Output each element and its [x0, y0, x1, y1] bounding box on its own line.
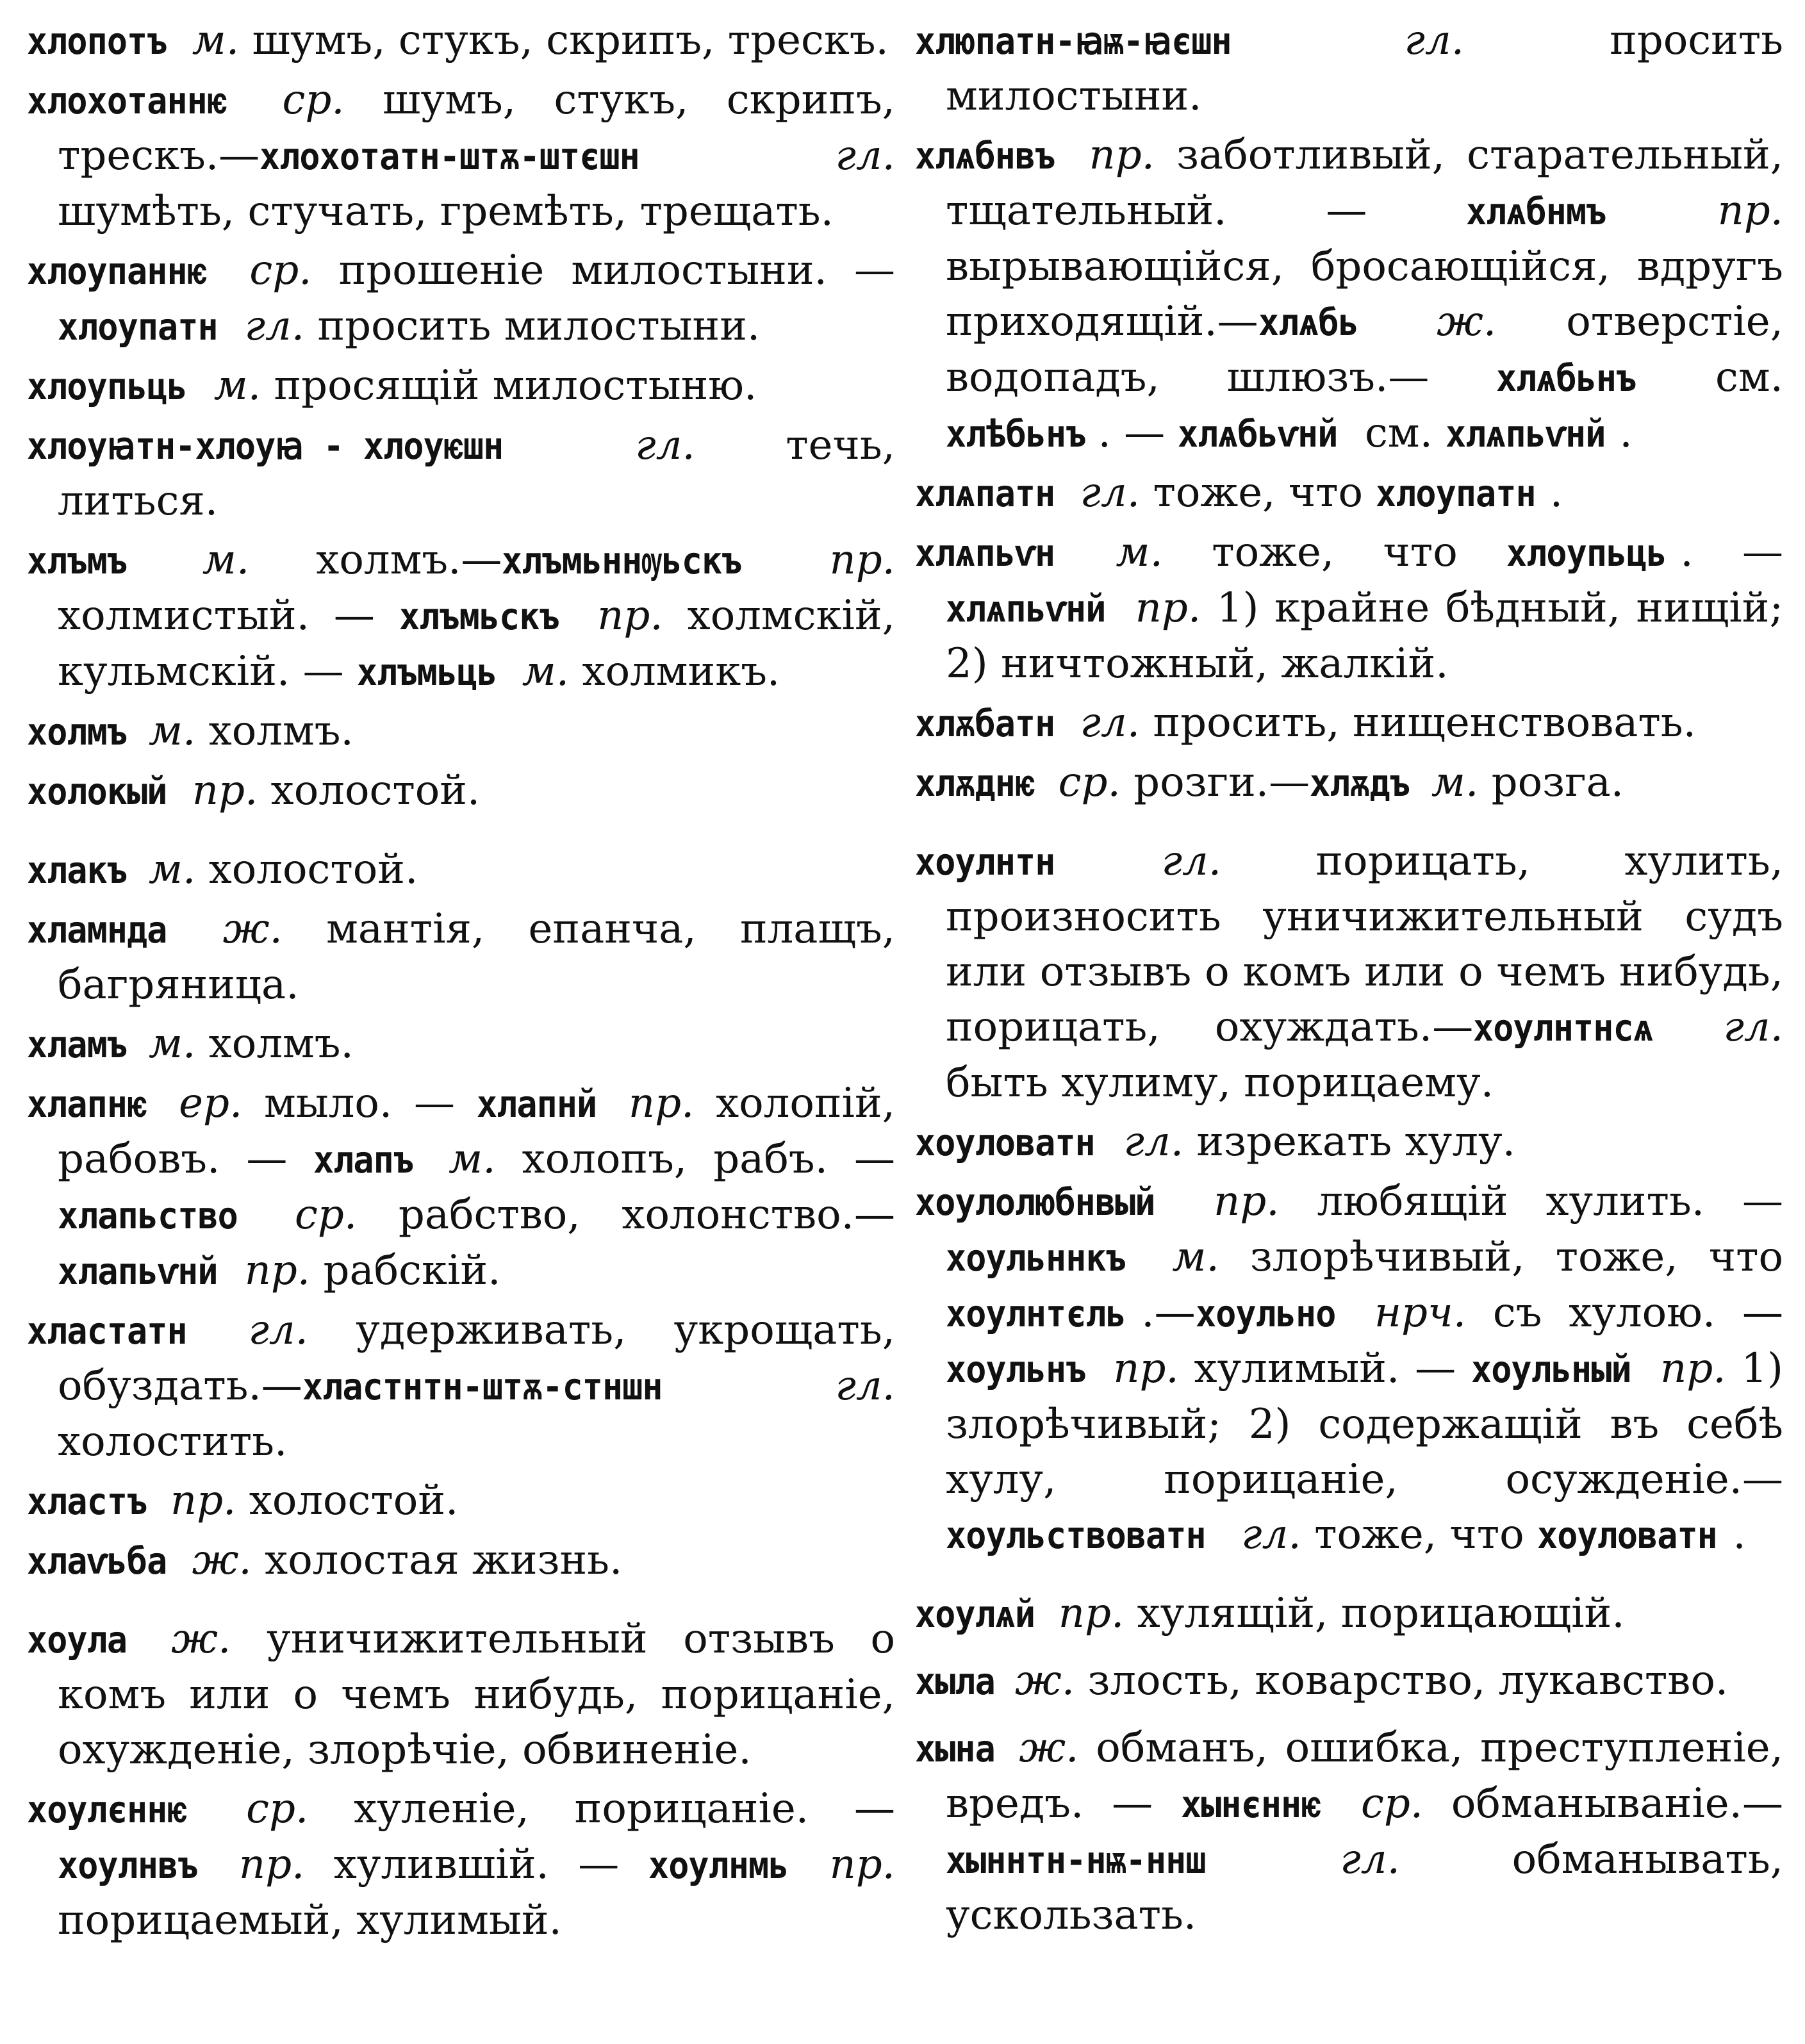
definition-text: тоже, что — [1162, 529, 1507, 576]
definition-text: обманъ, ошибка, преступленіе, вредъ. — — [946, 1724, 1784, 1827]
headword: хоульннкъ — [946, 1236, 1126, 1280]
headword: хлоуꙗтн-хлоуꙗ - хлоуѥшн — [27, 424, 504, 468]
definition-text: холмикъ. — [569, 648, 780, 695]
dictionary-entry — [915, 695, 1783, 751]
dictionary-entry — [27, 243, 895, 354]
headword: хлоупаннѥ — [27, 249, 207, 293]
grammar-label: ср. — [249, 247, 312, 294]
definition-text: . — — [1098, 409, 1178, 457]
headword: хыла — [915, 1660, 995, 1703]
headword: хоулнтн — [915, 840, 1055, 884]
grammar-label: пр. — [829, 536, 896, 584]
grammar-label: пр. — [1113, 1345, 1179, 1392]
grammar-label: пр. — [829, 1841, 896, 1888]
headword: хлохотаннѥ — [27, 79, 227, 122]
grammar-label: ж. — [192, 1537, 252, 1584]
grammar-label: м. — [1431, 759, 1479, 806]
definition-text: удерживать, укрощать, обуздать.— — [58, 1306, 896, 1410]
dictionary-entry — [915, 834, 1783, 1110]
headword: хлъмъ — [27, 539, 128, 582]
grammar-label: м. — [1116, 529, 1163, 576]
grammar-label: пр. — [170, 1477, 236, 1524]
grammar-label: ср. — [246, 1785, 309, 1833]
grammar-label: ж. — [222, 905, 283, 953]
definition-text: порицаемый, хулимый. — [58, 1897, 562, 1944]
definition-text: просить милостыни. — [304, 302, 761, 350]
grammar-label: пр. — [238, 1841, 305, 1888]
definition-text: холостить. — [58, 1418, 288, 1465]
headword: хлапьство — [58, 1194, 238, 1237]
grammar-label: пр. — [1058, 1590, 1125, 1637]
definition-text: холостой. — [258, 767, 481, 814]
grammar-label: ж. — [1437, 298, 1497, 345]
headword: хлопотъ — [27, 19, 167, 63]
definition-text: порицать, хулить, произносить уничижительный судъ или отзывъ о комъ или о чемъ нибудь, порицать, охуждать.— — [946, 837, 1783, 1051]
grammar-label: пр. — [628, 1080, 695, 1127]
headword: хлапъ — [313, 1138, 414, 1182]
dictionary-entry — [27, 358, 895, 414]
headword: хлоупьць — [27, 365, 187, 408]
definition-text: злость, коварство, лукавство. — [1075, 1657, 1729, 1704]
grammar-label: гл. — [248, 1306, 308, 1354]
headword: хлоупьць — [1506, 531, 1667, 575]
headword: хоульнъ — [946, 1348, 1086, 1391]
headword: хластнтн-штѫ-стншн — [302, 1365, 663, 1408]
grammar-label: пр. — [244, 1247, 311, 1294]
grammar-label: м. — [202, 536, 250, 584]
grammar-label: ж. — [1019, 1724, 1079, 1772]
definition-text: тоже, что — [1301, 1511, 1538, 1558]
dictionary-entry — [27, 842, 895, 898]
dictionary-entry — [27, 418, 895, 529]
grammar-label: гл. — [635, 422, 695, 469]
headword: хлѧбьнъ — [1496, 356, 1636, 400]
definition-text: шумъ, стукъ, скрипъ, трескъ. — [239, 17, 889, 64]
definition-text: хуленіе, порицаніе. — — [308, 1785, 895, 1833]
dictionary-entry — [27, 1781, 895, 1948]
dictionary-entry — [27, 763, 895, 819]
headword: хлѧбнмъ — [1466, 190, 1606, 233]
definition-text: быть хулиму, порицаему. — [946, 1059, 1494, 1107]
headword: хлакъ — [27, 848, 128, 892]
grammar-label: ер. — [179, 1080, 243, 1127]
headword: хлапьѵнй — [58, 1249, 218, 1293]
headword: хоульно — [1195, 1292, 1336, 1335]
definition-text: уничижительный отзывъ о комъ или о чемъ нибудь, порицаніе, охужденіе, злорѣчіе, обвиненіе. — [58, 1615, 896, 1774]
dictionary-entry — [27, 1611, 895, 1777]
dictionary-entry — [27, 1533, 895, 1588]
grammar-label: ср. — [1058, 759, 1121, 806]
definition-text: холмъ. — [195, 1020, 354, 1067]
definition-text: холмъ. — [195, 707, 354, 755]
definition-text: шумѣть, стучать, гремѣть, трещать. — [58, 188, 834, 235]
dictionary-entry — [27, 704, 895, 759]
grammar-label: пр. — [192, 767, 258, 814]
definition-text: .— — [1141, 1289, 1196, 1337]
grammar-label: пр. — [1089, 131, 1155, 179]
grammar-label: ж. — [1015, 1657, 1075, 1704]
headword: хластатн — [27, 1309, 187, 1353]
right-column — [915, 13, 1783, 1947]
headword: хлѧбнвъ — [915, 134, 1055, 177]
grammar-label: гл. — [1241, 1511, 1301, 1558]
definition-text: хулимый. — — [1178, 1345, 1471, 1392]
headword: хлъмьць — [356, 650, 497, 694]
headword: хлѫднѥ — [915, 761, 1035, 805]
headword: хоульствоватн — [946, 1513, 1206, 1557]
definition-text: заботливый, старательный, тщательный. — — [946, 131, 1783, 235]
grammar-label: нрч. — [1374, 1289, 1467, 1337]
dictionary-entry — [915, 1114, 1783, 1170]
headword: хоула — [27, 1618, 128, 1661]
grammar-label: гл. — [1404, 17, 1465, 64]
dictionary-entry — [27, 13, 895, 69]
grammar-label: ср. — [295, 1191, 358, 1239]
headword: хлохотатн-штѫ-штєшн — [260, 135, 639, 178]
definition-text: холмъ.— — [249, 536, 502, 584]
headword: хлѫбатн — [915, 702, 1055, 745]
headword: хламъ — [27, 1023, 128, 1066]
dictionary-entry — [915, 1586, 1783, 1642]
headword: хлъмьннѹьскъ — [502, 539, 742, 582]
dictionary-entry — [915, 13, 1783, 124]
grammar-label: пр. — [1214, 1178, 1280, 1225]
dictionary-entry — [915, 465, 1783, 521]
headword: хлапнѥ — [27, 1082, 147, 1126]
definition-text: см. — [1351, 409, 1446, 457]
definition-text: . — [1619, 409, 1633, 457]
definition-text: холмскій, кульмскій. — — [58, 592, 896, 695]
definition-text: вырывающійся, бросающійся, вдругъ приходящій.— — [946, 243, 1783, 345]
headword: хлюпатн-ꙗѭ-ꙗєшн — [915, 19, 1232, 63]
grammar-label: м. — [148, 1020, 196, 1067]
definition-text: рабскій. — [310, 1247, 501, 1294]
definition-text: течь, литься. — [58, 422, 896, 525]
dictionary-entry — [915, 525, 1783, 691]
dictionary-entry — [915, 1653, 1783, 1709]
definition-text: розги.— — [1120, 759, 1310, 806]
definition-text: просящій милостыню. — [261, 362, 757, 409]
dictionary-entry — [915, 128, 1783, 461]
definition-text: обманывать, ускользать. — [946, 1836, 1783, 1939]
grammar-label: гл. — [1080, 469, 1141, 516]
headword: хлѧбьѵнй — [1178, 412, 1338, 456]
definition-text: мантія, епанча, плащъ, багряница. — [58, 905, 896, 1009]
headword: хлъмьскъ — [399, 595, 559, 638]
headword: хоулѧй — [915, 1592, 1035, 1636]
definition-text: розга. — [1478, 759, 1624, 806]
definition-text: . — — [1680, 529, 1784, 576]
definition-text: 1) злорѣчивый; 2) содержащій въ себѣ хулу, порицаніе, осужденіе.— — [946, 1345, 1784, 1503]
grammar-label: гл. — [1340, 1836, 1400, 1883]
headword: хлѧпьѵнй — [1446, 412, 1606, 456]
definition-text: 1) крайне бѣдный, нищій; 2) ничтожный, жалкій. — [946, 584, 1784, 688]
grammar-label: м. — [148, 846, 196, 893]
dictionary-entry — [27, 902, 895, 1012]
grammar-label: м. — [449, 1135, 496, 1183]
dictionary-entry — [27, 1016, 895, 1072]
definition-text: просить милостыни. — [946, 17, 1784, 120]
definition-text: холостой. — [236, 1477, 459, 1524]
dictionary-entry — [915, 755, 1783, 811]
definition-text: см. — [1648, 354, 1784, 401]
headword: хыннтн-нѭ-ннш — [946, 1838, 1206, 1882]
headword: холокый — [27, 770, 167, 813]
dictionary-entry — [27, 1473, 895, 1529]
headword: хлаѵьба — [27, 1539, 167, 1583]
headword: хлѫдъ — [1310, 761, 1410, 805]
grammar-label: гл. — [244, 302, 305, 350]
definition-text: . — [1549, 469, 1563, 516]
headword: хоулнтєль — [946, 1292, 1126, 1335]
dictionary-entry — [27, 1303, 895, 1469]
grammar-label: м. — [1172, 1233, 1219, 1281]
grammar-label: ж. — [171, 1615, 231, 1663]
headword: хоуловатн — [915, 1121, 1095, 1164]
definition-text: шумъ, стукъ, скрипъ, трескъ.— — [58, 76, 896, 179]
grammar-label: пр. — [597, 592, 663, 639]
grammar-label: м. — [148, 707, 196, 755]
definition-text: злорѣчивый, тоже, что — [1219, 1233, 1783, 1281]
grammar-label: пр. — [1717, 187, 1784, 235]
grammar-label: гл. — [1161, 837, 1222, 885]
headword: хлѧпатн — [915, 472, 1055, 515]
definition-text: рабство, холонство.— — [357, 1191, 896, 1239]
grammar-label: м. — [522, 648, 570, 695]
headword: хлоупатн — [58, 305, 218, 349]
dictionary-entry — [915, 1720, 1783, 1943]
definition-text: холопій, рабовъ. — — [58, 1080, 896, 1183]
grammar-label: гл. — [1080, 699, 1141, 746]
definition-text: любящій хулить. — — [1279, 1178, 1783, 1225]
definition-text: изрекать хулу. — [1183, 1118, 1515, 1166]
grammar-label: ср. — [1360, 1780, 1424, 1827]
headword: хоулнмь — [648, 1843, 789, 1887]
definition-text: холостая жизнь. — [251, 1537, 623, 1584]
grammar-label: пр. — [1660, 1345, 1726, 1392]
definition-text: . — [1733, 1511, 1746, 1558]
dictionary-entry — [915, 1174, 1783, 1563]
headword: хлапнй — [476, 1082, 597, 1126]
grammar-label: ср. — [282, 76, 345, 124]
definition-text: обманываніе.— — [1423, 1780, 1784, 1827]
headword: хлѣбьнъ — [946, 412, 1086, 456]
definition-text: просить, нищенствовать. — [1140, 699, 1696, 746]
headword: хламнда — [27, 908, 167, 952]
definition-text: съ хулою. — — [1466, 1289, 1784, 1337]
definition-text: прошеніе милостыни. — — [311, 247, 896, 294]
grammar-label: гл. — [1723, 1003, 1784, 1051]
headword: хына — [915, 1727, 995, 1770]
definition-text: холостой. — [195, 846, 418, 893]
grammar-label: м. — [213, 362, 261, 409]
left-column — [27, 13, 895, 1952]
headword: холмъ — [27, 710, 128, 754]
grammar-label: пр. — [1135, 584, 1201, 632]
headword: хоулнвъ — [58, 1843, 198, 1887]
definition-text: хулившій. — — [304, 1841, 648, 1888]
definition-text: отверстіе, водопадъ, шлюзъ.— — [946, 298, 1784, 401]
grammar-label: гл. — [1123, 1118, 1184, 1166]
definition-text: мыло. — — [242, 1080, 477, 1127]
dictionary-entry — [27, 1076, 895, 1299]
headword: хлѧпьѵн — [915, 531, 1055, 575]
headword: хоуловатн — [1537, 1513, 1717, 1557]
headword: хынєннѥ — [1180, 1783, 1321, 1826]
definition-text: тоже, что — [1140, 469, 1376, 516]
grammar-label: гл. — [835, 132, 895, 179]
headword: хластъ — [27, 1479, 147, 1523]
headword: хлоупатн — [1376, 472, 1537, 515]
headword: хлѧпьѵнй — [946, 587, 1106, 631]
dictionary-entry — [27, 532, 895, 700]
headword: хлѧбь — [1258, 301, 1358, 344]
dictionary-entry — [27, 72, 895, 239]
headword: хоулєннѥ — [27, 1788, 187, 1831]
grammar-label: гл. — [835, 1362, 895, 1410]
headword: хоульный — [1471, 1348, 1631, 1391]
headword: хоулнтнсѧ — [1473, 1006, 1653, 1050]
definition-text: холопъ, рабъ. — — [495, 1135, 896, 1183]
grammar-label: м. — [192, 17, 240, 64]
definition-text: хулящій, порицающій. — [1124, 1590, 1625, 1637]
definition-text: холмистый. — — [58, 592, 399, 639]
headword: хоулолюбнвый — [915, 1180, 1155, 1224]
